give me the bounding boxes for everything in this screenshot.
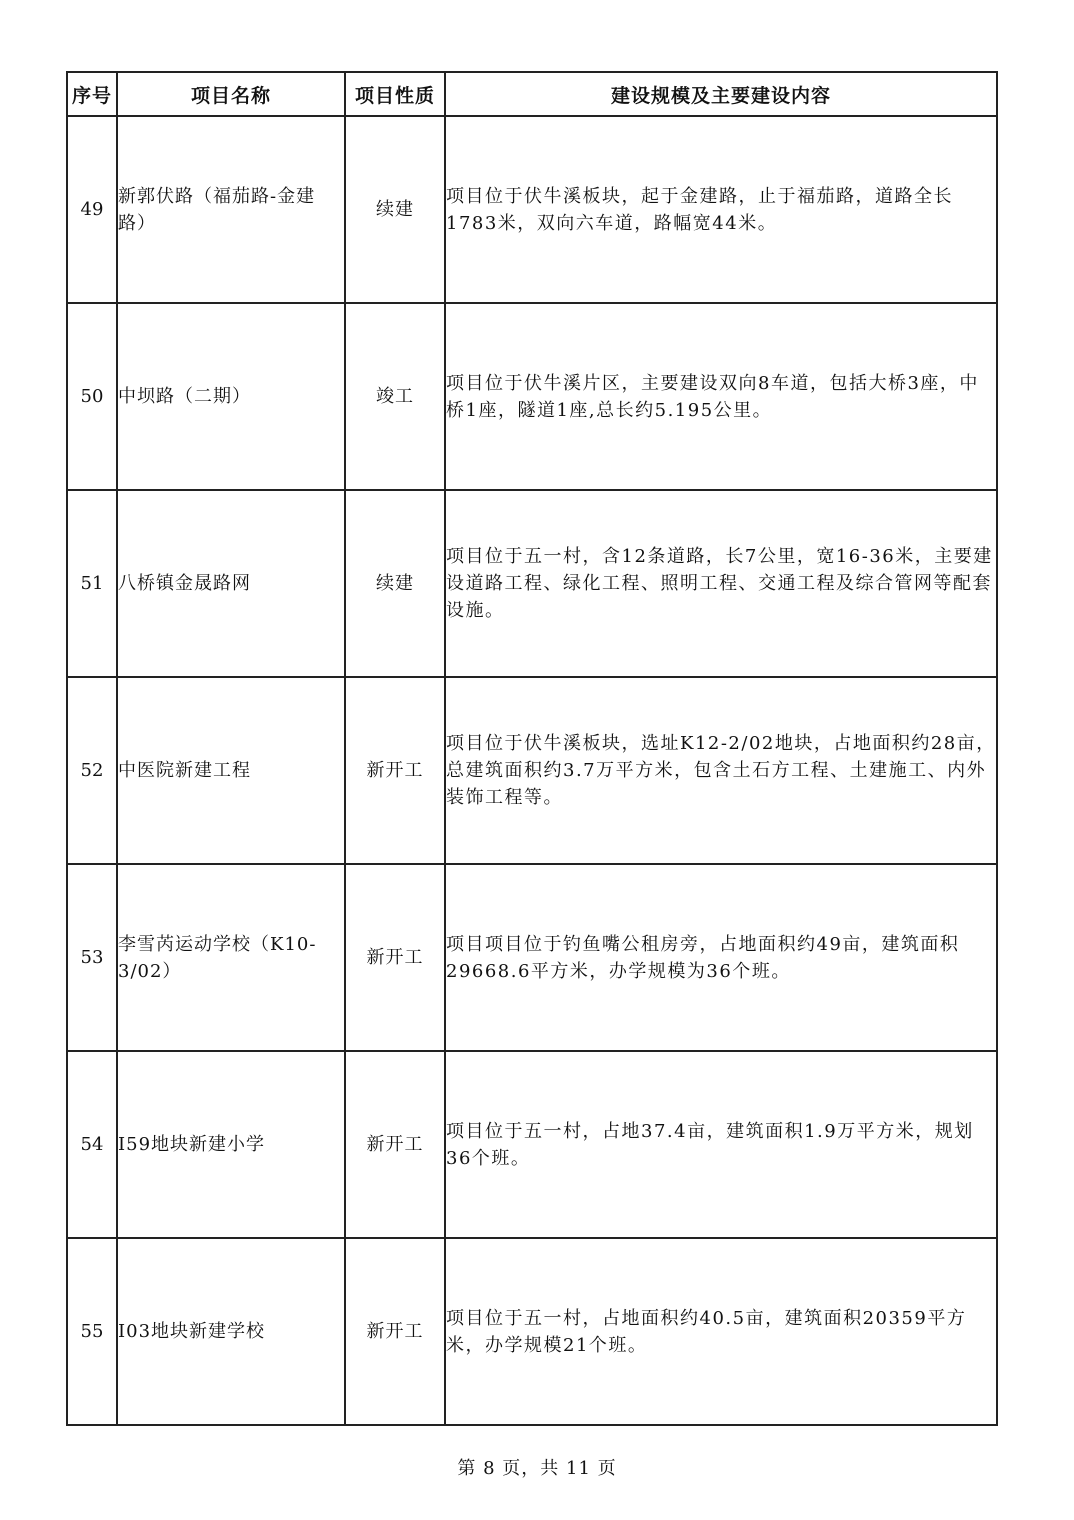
header-no: 序号 — [67, 72, 117, 116]
cell-nature: 新开工 — [345, 1238, 445, 1425]
cell-content: 项目位于五一村，含12条道路，长7公里，宽16-36米，主要建设道路工程、绿化工程、照明工程、交通工程及综合管网等配套设施。 — [445, 490, 997, 677]
cell-content: 项目项目位于钓鱼嘴公租房旁，占地面积约49亩，建筑面积29668.6平方米，办学规模为36个班。 — [445, 864, 997, 1051]
cell-no: 52 — [67, 677, 117, 864]
header-nature: 项目性质 — [345, 72, 445, 116]
table-row — [67, 864, 997, 1051]
cell-name: I59地块新建小学 — [117, 1051, 345, 1238]
cell-name: 李雪芮运动学校（K10-3/02） — [117, 864, 345, 1051]
table-row — [67, 1051, 997, 1238]
cell-no: 54 — [67, 1051, 117, 1238]
cell-nature: 新开工 — [345, 1051, 445, 1238]
page-footer: 第 8 页，共 11 页 — [457, 1458, 617, 1479]
table-header-row — [67, 72, 997, 116]
cell-content: 项目位于伏牛溪片区，主要建设双向8车道，包括大桥3座，中桥1座，隧道1座,总长约5.195公里。 — [445, 303, 997, 490]
table-row — [67, 490, 997, 677]
cell-name: 新郭伏路（福茄路-金建路） — [117, 116, 345, 303]
cell-nature: 续建 — [345, 490, 445, 677]
cell-no: 50 — [67, 303, 117, 490]
cell-no: 53 — [67, 864, 117, 1051]
cell-nature: 竣工 — [345, 303, 445, 490]
header-content: 建设规模及主要建设内容 — [445, 72, 997, 116]
cell-content: 项目位于伏牛溪板块，起于金建路，止于福茄路，道路全长1783米，双向六车道，路幅宽44米。 — [445, 116, 997, 303]
cell-name: 八桥镇金晟路网 — [117, 490, 345, 677]
cell-name: I03地块新建学校 — [117, 1238, 345, 1425]
table-row — [67, 1238, 997, 1425]
project-table — [66, 71, 998, 1426]
cell-nature: 续建 — [345, 116, 445, 303]
header-name: 项目名称 — [117, 72, 345, 116]
cell-no: 51 — [67, 490, 117, 677]
cell-name: 中坝路（二期） — [117, 303, 345, 490]
table-row — [67, 677, 997, 864]
cell-content: 项目位于五一村，占地面积约40.5亩，建筑面积20359平方米，办学规模21个班。 — [445, 1238, 997, 1425]
cell-no: 49 — [67, 116, 117, 303]
table-row — [67, 116, 997, 303]
cell-name: 中医院新建工程 — [117, 677, 345, 864]
cell-content: 项目位于伏牛溪板块，选址K12-2/02地块，占地面积约28亩，总建筑面积约3.7万平方米，包含土石方工程、土建施工、内外装饰工程等。 — [445, 677, 997, 864]
cell-content: 项目位于五一村，占地37.4亩，建筑面积1.9万平方米，规划36个班。 — [445, 1051, 997, 1238]
cell-nature: 新开工 — [345, 864, 445, 1051]
cell-no: 55 — [67, 1238, 117, 1425]
table-row — [67, 303, 997, 490]
cell-nature: 新开工 — [345, 677, 445, 864]
